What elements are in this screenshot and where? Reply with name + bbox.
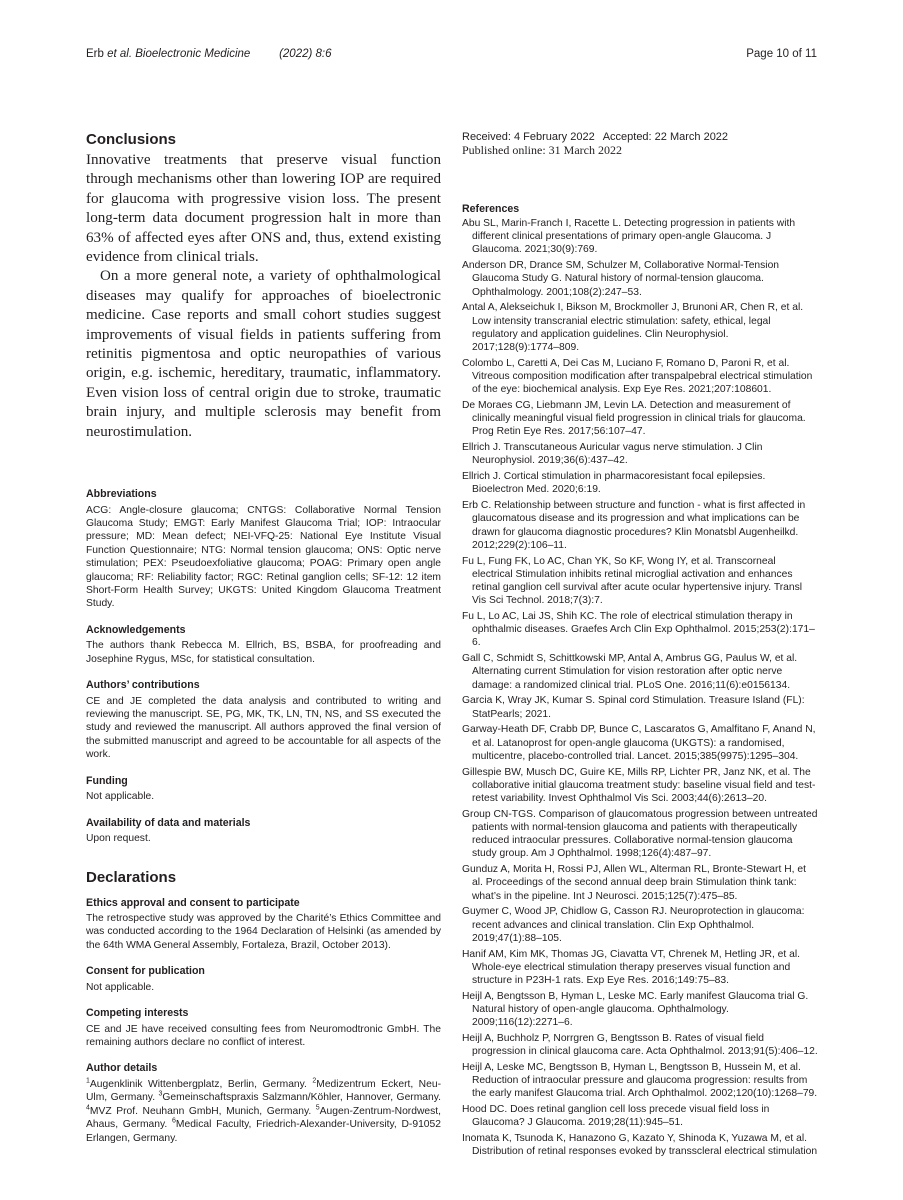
affiliation-number: 3 — [158, 1090, 163, 1098]
funding-text: Not applicable. — [86, 791, 155, 803]
reference-item: Hood DC. Does retinal ganglion cell loss precede visual field loss in Glaucoma? J Glaucoma. 2019;28(11):945–51. — [462, 1104, 770, 1129]
reference-item: Fu L, Fung FK, Lo AC, Chan YK, So KF, Wong IY, et al. Transcorneal electrical Stimulation inhibits retinal microglial activation and enhances retinal ganglion cell survival after acute ocular hypertensive injury. Transl Vis Sci Technol. 2018;7(3):7. — [462, 555, 803, 607]
accepted-date: Accepted: 22 March 2022 — [602, 131, 729, 143]
right-column — [462, 130, 818, 1161]
affiliation-text: Gemeinschaftspraxis Salzmann/Köhler, Hannover, Germany. — [162, 1092, 442, 1104]
reference-item: Erb C. Relationship between structure and function - what is first affected in glaucomatous disease and its progression and what implications can be drawn for glaucoma diagnostic procedures? Klin Monatsbl Augenheilkd. 2012;229(2):106–11. — [462, 500, 806, 551]
reference-item: Group CN-TGS. Comparison of glaucomatous progression between untreated patients with normal-tension glaucoma and patients with therapeutically reduced intraocular pressures. Collaborative normal-tension glaucoma study group. Am J Ophthalmol. 1998;126(4):487–97. — [462, 808, 818, 860]
ethics-section — [86, 897, 441, 953]
reference-item: Ellrich J. Transcutaneous Auricular vagus nerve stimulation. J Clin Neurophysiol. 2019;36(6):437–42. — [462, 442, 763, 467]
conclusions-paragraph-2: On a more general note, a variety of ophthalmological diseases may qualify for approaches of bioelectronic medicine. Case reports and small cohort studies suggest improvements of visual fields in patients suffering from retinitis pigmentosa and optic neuropathies of various origin, e.g. ischemic, hereditary, traumatic, inflammatory. Even vision loss of central origin due to stroke, traumatic brain injury, and multiple sclerosis may benefit from neurostimulation. — [86, 268, 441, 440]
page-number: Page 10 of 11 — [746, 48, 817, 60]
references-heading: References — [462, 203, 520, 215]
affiliation-text: Medizentrum Eckert, Neu-Ulm, Germany. — [86, 1078, 441, 1104]
reference-item: Colombo L, Caretti A, Dei Cas M, Luciano F, Romano D, Paroni R, et al. Vitreous composition modification after transpalpebral electrical stimulation of the eye: biochemical analysis. Exp Eye Res. 2021;207:108601. — [462, 357, 813, 396]
reference-item: Gunduz A, Morita H, Rossi PJ, Allen WL, Alterman RL, Bronte-Stewart H, et al. Proceedings of the second annual deep brain Stimulation think tank: what’s in the pipeline. Int J Neurosci. 2015;125(7):475–85. — [462, 864, 806, 902]
reference-item: Inomata K, Tsunoda K, Hanazono G, Kazato Y, Shinoda K, Yuzawa M, et al. Distribution of retinal responses evoked by transscleral electrical stimulation — [462, 1133, 818, 1158]
acknowledgements-text: The authors thank Rebecca M. Ellrich, BS, BSBA, for proofreading and Josephine Rygus, MSc, for statistical consultation. — [86, 640, 441, 665]
reference-item: Garway-Heath DF, Crabb DP, Bunce C, Lascaratos G, Amalfitano F, Anand N, et al. Latanoprost for open-angle glaucoma (UKGTS): a randomised, multicentre, placebo-controlled trial. Lancet. 2015;385(9975):1295–304. — [462, 724, 816, 762]
conclusions-paragraph-1: Innovative treatments that preserve visual function through mechanisms other than lowering IOP are required for glaucoma with progressive vision loss. The present long-term data document progression halt in more than 63% of affected eyes after ONS and, thus, extend existing evidence from clinical trials. — [86, 152, 441, 266]
published-date: Published online: 31 March 2022 — [462, 143, 622, 157]
declarations-heading: Declarations — [86, 868, 177, 886]
affiliation-number: 4 — [86, 1104, 90, 1112]
consent-heading: Consent for publication — [86, 965, 205, 978]
ethics-text: The retrospective study was approved by the Charité’s Ethics Committee and was conducted according to the 1964 Declaration of Helsinki (as amended by the 64th WMA General Assembly, Fortaleza, Brazil, October 2013). — [86, 913, 441, 951]
running-header — [86, 48, 817, 66]
availability-section — [86, 817, 441, 846]
funding-heading: Funding — [86, 774, 128, 787]
acknowledgements-heading: Acknowledgements — [86, 623, 186, 636]
funding-section — [86, 775, 441, 804]
contributions-section — [86, 679, 441, 762]
publication-dates — [462, 130, 818, 157]
competing-interests-heading: Competing interests — [86, 1007, 189, 1020]
abbreviations-section — [86, 488, 441, 611]
affiliation-number: 2 — [312, 1077, 317, 1085]
reference-item: Hanif AM, Kim MK, Thomas JG, Ciavatta VT, Chrenek M, Hetling JR, et al. Whole-eye electrical stimulation therapy preserves visual function and structure in P23H-1 rats. Exp Eye Res. 2016;149:75–83. — [462, 948, 801, 987]
reference-item: Ellrich J. Cortical stimulation in pharmacoresistant focal epilepsies. Bioelectron Med. 2020;6:19. — [462, 471, 766, 496]
author-details-heading: Author details — [86, 1062, 158, 1075]
reference-item: Abu SL, Marin-Franch I, Racette L. Detecting progression in patients with different clinical presentations of primary open-angle Glaucoma. J Glaucoma. 2021;30(9):769. — [462, 218, 796, 256]
affiliation-number: 1 — [86, 1077, 90, 1085]
author-details-text — [86, 1078, 441, 1145]
abbreviations-heading: Abbreviations — [86, 488, 157, 501]
left-column — [86, 130, 441, 1145]
affiliation-text: MVZ Prof. Neuhann GmbH, Munich, Germany. — [89, 1105, 316, 1117]
affiliation-text: Augen-Zentrum-Nordwest, Ahaus, Germany. — [86, 1105, 441, 1131]
reference-item: Anderson DR, Drance SM, Schulzer M, Collaborative Normal-Tension Glaucoma Study G. Natural history of normal-tension glaucoma. Ophthalmology. 2001;108(2):247–53. — [462, 260, 780, 298]
reference-list — [462, 217, 818, 1159]
received-date: Received: 4 February 2022 — [462, 131, 595, 143]
competing-interests-text: CE and JE have received consulting fees from Neuromodtronic GmbH. The remaining authors declare no conflict of interest. — [86, 1023, 441, 1049]
affiliation-number: 5 — [315, 1104, 320, 1112]
reference-item: De Moraes CG, Liebmann JM, Levin LA. Detection and measurement of clinically meaningful visual field progression in clinical trials for glaucoma. Prog Retin Eye Res. 2017;56:107–47. — [462, 400, 806, 438]
reference-item: Gillespie BW, Musch DC, Guire KE, Mills RP, Lichter PR, Janz NK, et al. The collaborative initial glaucoma treatment study: baseline visual field and test-retest variability. Invest Ophthalmol Vis Sci. 2003;44(6):2613–20. — [462, 766, 816, 805]
reference-item: Antal A, Alekseichuk I, Bikson M, Brockmoller J, Brunoni AR, Chen R, et al. Low intensity transcranial electric stimulation: safety, ethical, legal regulatory and application guidelines. Clin Neurophysiol. 2017;128(9):1774–809. — [462, 302, 804, 354]
affiliation-number: 6 — [172, 1117, 176, 1125]
consent-section — [86, 965, 441, 994]
contributions-heading: Authors’ contributions — [86, 679, 200, 692]
conclusions-section — [86, 130, 441, 442]
consent-text: Not applicable. — [86, 981, 155, 993]
availability-heading: Availability of data and materials — [86, 816, 251, 829]
contributions-text: CE and JE completed the data analysis and contributed to writing and reviewing the manuscript. SE, PG, MK, TK, LN, TN, NS, and SS executed the study and reviewed the manuscript. All authors approved the final version of the submitted manuscript and agreed to be accountable for all aspects of the work. — [86, 695, 441, 761]
reference-item: Garcia K, Wray JK, Kumar S. Spinal cord Stimulation. Treasure Island (FL): StatPearls; 2021. — [462, 695, 805, 720]
availability-text: Upon request. — [86, 833, 151, 845]
conclusions-heading: Conclusions — [86, 131, 177, 148]
reference-item: Fu L, Lo AC, Lai JS, Shih KC. The role of electrical stimulation therapy in ophthalmic diseases. Graefes Arch Clin Exp Ophthalmol. 2015;253(2):171–6. — [462, 611, 815, 649]
author-details-section — [86, 1062, 441, 1145]
reference-item: Heijl A, Bengtsson B, Hyman L, Leske MC. Early manifest Glaucoma trial G. Natural history of open-angle glaucoma. Ophthalmology. 2009;116(12):2271–6. — [462, 990, 809, 1029]
abbreviations-text: ACG: Angle-closure glaucoma; CNTGS: Collaborative Normal Tension Glaucoma Study; EMGT: Early Manifest Glaucoma Trial; IOP: Intraocular pressure; MD: Mean defect; NEI-VFQ-25: National Eye Institute Visual Function Questionnaire; NTG: Normal tension glaucoma; ONS: Optic nerve stimulation; PEX: Pseudoexfoliative glaucoma; POAG: Primary open angle glaucoma; RF: Reliability factor; RGC: Retinal ganglion cells; SF-12: 12 item Short-Form Health Survey; UKGTS: United Kingdom Glaucoma Treatment Study. — [86, 504, 441, 610]
reference-item: Heijl A, Leske MC, Bengtsson B, Hyman L, Bengtsson B, Hussein M, et al. Reduction of intraocular pressure and glaucoma progression: results from the early manifest Glaucoma trial. Arch Ophthalmol. 2002;120(10):1268–79. — [462, 1062, 818, 1100]
reference-item: Heijl A, Buchholz P, Norrgren G, Bengtsson B. Rates of visual field progression in clinical glaucoma care. Acta Ophthalmol. 2013;91(5):406–12. — [462, 1033, 818, 1058]
competing-interests-section — [86, 1007, 441, 1049]
reference-item: Gall C, Schmidt S, Schittkowski MP, Antal A, Ambrus GG, Paulus W, et al. Alternating current Stimulation for vision restoration after optic nerve damage: a randomized clinical trial. PLoS One. 2016;11(6):e0156134. — [462, 653, 798, 691]
affiliation-text: Medical Faculty, Friedrich-Alexander-University, D-91052 Erlangen, Germany. — [86, 1119, 441, 1144]
running-citation: Erb et al. Bioelectronic Medicine (2022) 8:6 — [86, 48, 332, 60]
affiliation-text: Augenklinik Wittenbergplatz, Berlin, Germany. — [89, 1078, 313, 1090]
reference-item: Guymer C, Wood JP, Chidlow G, Casson RJ. Neuroprotection in glaucoma: recent advances and clinical translation. Clin Exp Ophthalmol. 2019;47(1):88–105. — [462, 906, 805, 944]
acknowledgements-section — [86, 624, 441, 666]
ethics-heading: Ethics approval and consent to participate — [86, 896, 300, 909]
